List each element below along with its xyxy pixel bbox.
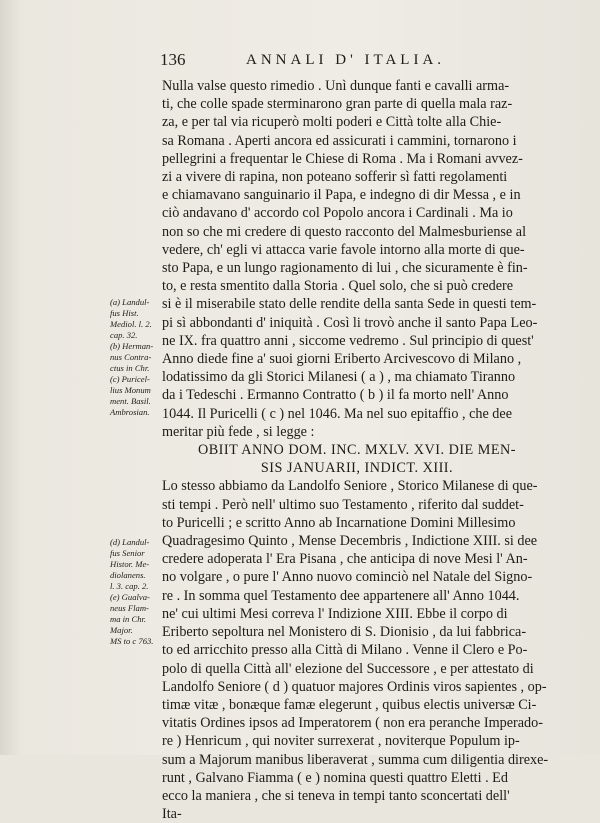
margin-note-line: lius Monum bbox=[110, 385, 151, 395]
text-line: Lo stesso abbiamo da Landolfo Seniore , Storico Milanese di que- bbox=[162, 478, 538, 495]
text-line: za, e per tal via ricuperò molti poderi e Città tolte alla Chie- bbox=[162, 114, 502, 131]
text-line: runt , Galvano Fiamma ( e ) nomina questi quattro Eletti . Ed bbox=[162, 769, 508, 786]
text-line: re ) Henricum , qui noviter surrexerat , noviterque Populum ip- bbox=[162, 733, 520, 750]
margin-note-line: ctus in Chr. bbox=[110, 363, 150, 373]
margin-note-line: ma in Chr. bbox=[110, 614, 147, 624]
paragraph-1 bbox=[162, 77, 552, 441]
text-line: ne IX. fra quattro anni , siccome vedremo . Sul principio di quest' bbox=[162, 332, 534, 349]
epitaph-heading bbox=[162, 441, 552, 477]
text-line: ti, che colle spade sterminarono gran parte di quella mala raz- bbox=[162, 96, 513, 113]
text-line: meritar più fede , si legge : bbox=[162, 423, 315, 440]
margin-notes-top bbox=[110, 297, 162, 418]
text-line: e chiamavano sanguinario il Papa, e indegno di dir Messa , e in bbox=[162, 187, 521, 204]
text-line: to Puricelli ; e scritto Anno ab Incarnatione Domini Millesimo bbox=[162, 514, 516, 531]
text-line: Quadragesimo Quinto , Mense Decembris , Indictione XIII. si dee bbox=[162, 533, 538, 550]
main-text bbox=[162, 77, 552, 823]
margin-note-line: Mediol. l. 2. bbox=[110, 319, 152, 329]
text-line: ecco la maniera , che si teneva in tempi tanto sconcertati dell' bbox=[162, 787, 510, 804]
text-line: si è il miserabile stato delle rendite della santa Sede in questi tem- bbox=[162, 296, 537, 313]
text-line: 1044. Il Puricelli ( c ) nel 1046. Ma nel suo epitaffio , che dee bbox=[162, 405, 512, 422]
text-line: Anno diede fine a' suoi giorni Eriberto Arcivescovo di Milano , bbox=[162, 351, 522, 368]
margin-note-line: (c) Puricel- bbox=[110, 374, 150, 384]
heading-line: OBIIT ANNO DOM. INC. MXLV. XVI. DIE MEN- bbox=[197, 442, 517, 459]
text-line: re . In somma quel Testamento dee appartenere all' Anno 1044. bbox=[162, 587, 520, 604]
text-line: lodatissimo da gli Storici Milanesi ( a ) , ma chiamato Tiranno bbox=[162, 369, 516, 386]
margin-note-line: l. 3. cap. 2. bbox=[110, 581, 149, 591]
text-line: no volgare , o pure l' Anno nuovo cominciò nel Natale del Signo- bbox=[162, 569, 533, 586]
margin-note-line: MS to c 763. bbox=[110, 636, 154, 646]
text-line: sti tempi . Però nell' ultimo suo Testamento , riferito dal suddet- bbox=[162, 496, 524, 513]
text-line: sum a Majorum manibus liberaverat , summa cum diligentia direxe- bbox=[162, 751, 549, 768]
text-line: ciò andavano d' accordo col Popolo ancora i Cardinali . Ma io bbox=[162, 205, 513, 222]
text-line: zi a vivere di rapina, non poteano sofferir sì fatti regolamenti bbox=[162, 169, 508, 186]
margin-note-line: Major. bbox=[110, 625, 133, 635]
running-title: ANNALI D' ITALIA. bbox=[246, 52, 446, 68]
text-line: pellegrini a frequentar le Chiese di Roma . Ma i Romani avvez- bbox=[162, 150, 523, 167]
paragraph-2 bbox=[162, 477, 552, 805]
text-line: vedere, ch' egli vi attacca varie favole intorno alla morte di que- bbox=[162, 241, 525, 258]
text-line: sa Romana . Aperti ancora ed assicurati i cammini, tornarono i bbox=[162, 132, 517, 149]
margin-note-line: (e) Gualva- bbox=[110, 592, 150, 602]
margin-note-line: fus Senior bbox=[110, 548, 145, 558]
page-header bbox=[160, 50, 490, 72]
text-line: vitatis Ordines ipsos ad Imperatorem ( non era peranche Imperado- bbox=[162, 715, 543, 732]
margin-note-line: (a) Landul- bbox=[110, 297, 150, 307]
text-line: sto Papa, e un lungo ragionamento di lui , che sicuramente è fin- bbox=[162, 260, 528, 277]
margin-note-line: (b) Herman- bbox=[110, 341, 154, 351]
text-line: to ed arricchito presso alla Città di Milano . Venne il Clero e Po- bbox=[162, 642, 528, 659]
margin-note-line: (d) Landul- bbox=[110, 537, 150, 547]
margin-notes-bottom bbox=[110, 537, 162, 647]
text-line: timæ vitæ , bonæque famæ elegerunt , quibus electis universæ Ci- bbox=[162, 696, 537, 713]
text-line: pi sì abbondanti d' iniquità . Così li trovò anche il santo Papa Leo- bbox=[162, 314, 538, 331]
text-line: ne' cui ultimi Mesi correva l' Indizione XIII. Ebbe il corpo di bbox=[162, 605, 508, 622]
text-line: da i Tedeschi . Ermanno Contratto ( b ) il fa morto nell' Anno bbox=[162, 387, 509, 404]
text-line: credere adoperata l' Era Pisana , che anticipa di nove Mesi l' An- bbox=[162, 551, 528, 568]
text-line: to, e resta smentito dalla Storia . Quel solo, che si può credere bbox=[162, 278, 514, 295]
margin-note-line: ment. Basil. bbox=[110, 396, 151, 406]
heading-line: SIS JANUARII, INDICT. XIII. bbox=[260, 460, 454, 477]
text-line: non so che mi credere di questo racconto del Malmesburiense al bbox=[162, 223, 527, 240]
text-line: polo di quella Città all' elezione del Successore , e per attestato di bbox=[162, 660, 534, 677]
catchword: Ita- bbox=[162, 806, 182, 823]
margin-note-line: nus Contra- bbox=[110, 352, 152, 362]
margin-note-line: diolanens. bbox=[110, 570, 146, 580]
margin-note-line: neus Flam- bbox=[110, 603, 149, 613]
text-line: Landolfo Seniore ( d ) quatuor majores Ordinis viros sapientes , op- bbox=[162, 678, 547, 695]
margin-note-line: fus Hist. bbox=[110, 308, 139, 318]
margin-note-line: Histor. Me- bbox=[110, 559, 150, 569]
margin-note-line: Ambrosian. bbox=[110, 407, 150, 417]
page-number: 136 bbox=[160, 50, 186, 69]
margin-note-line: cap. 32. bbox=[110, 330, 138, 340]
text-line: Nulla valse questo rimedio . Unì dunque fanti e cavalli arma- bbox=[162, 78, 510, 94]
text-line: Eriberto sepoltura nel Monistero di S. Dionisio , da lui fabbrica- bbox=[162, 624, 527, 641]
